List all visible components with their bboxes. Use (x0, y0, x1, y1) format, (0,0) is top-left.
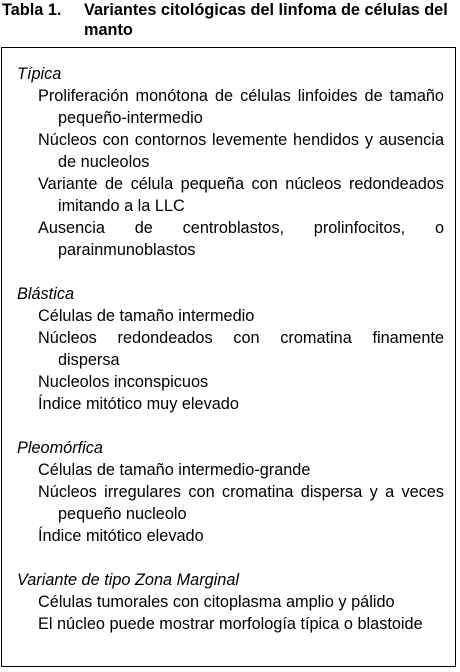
section-title: Típica (17, 65, 62, 83)
section-title: Blástica (17, 285, 75, 303)
section-title: Variante de tipo Zona Marginal (17, 571, 240, 589)
list-item: El núcleo puede mostrar morfología típica o blastoide (38, 615, 423, 633)
section-zona-marginal (17, 569, 444, 635)
list-item: Índice mitótico elevado (38, 527, 204, 545)
section-tipica (17, 63, 444, 261)
list-item: Índice mitótico muy elevado (38, 395, 239, 413)
list-item: Células tumorales con citoplasma amplio y pálido (38, 593, 395, 611)
list-item: Ausencia de centroblastos, prolinfocitos, o parainmunoblastos (38, 219, 444, 259)
list-item: Núcleos redondeados con cromatina finamente dispersa (38, 329, 444, 369)
list-item: Células de tamaño intermedio-grande (38, 461, 311, 479)
table-body (17, 63, 444, 635)
list-item: Variante de célula pequeña con núcleos redondeados imitando a la LLC (38, 175, 444, 215)
section-title: Pleomórfica (17, 439, 103, 457)
section-blastica (17, 283, 444, 415)
list-item: Núcleos irregulares con cromatina dispersa y a veces pequeño nucleolo (38, 483, 444, 523)
list-item: Proliferación monótona de células linfoides de tamaño pequeño-intermedio (38, 87, 444, 127)
list-item: Células de tamaño intermedio (38, 307, 255, 325)
list-item: Nucleolos inconspicuos (38, 373, 209, 391)
list-item: Núcleos con contornos levemente hendidos y ausencia de nucleolos (38, 131, 444, 171)
table-title: Variantes citológicas del linfoma de células del manto (84, 1, 448, 39)
section-pleomorfica (17, 437, 444, 547)
table-label: Tabla 1. (2, 1, 62, 19)
